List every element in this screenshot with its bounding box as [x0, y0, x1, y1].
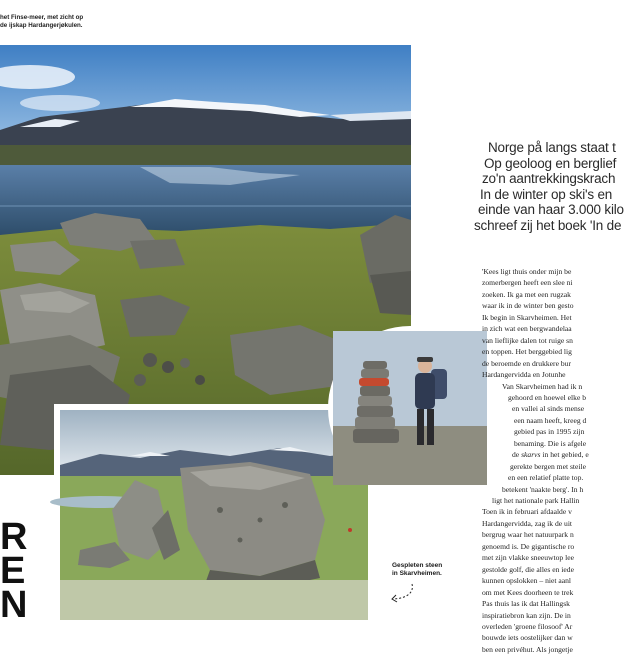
caption-line: Gespleten steen — [392, 562, 443, 569]
body-line: ligt het nationale park Hallin — [492, 496, 580, 505]
body-line: Hardangervidda en Jotunhe — [482, 370, 566, 380]
pull-quote-line: Norge på langs staat t — [488, 140, 616, 155]
body-line: zoeken. Ik ga met een rugzak — [482, 289, 571, 299]
split-rock-photo — [54, 404, 374, 626]
dashed-arrow-icon — [388, 582, 418, 604]
pull-quote-line: In de winter op ski's en — [480, 186, 613, 202]
body-line: bouwde iets oostelijker dan w — [482, 633, 573, 643]
body-line: een naam heeft, kreeg d — [514, 415, 587, 425]
pull-quote-line: einde van haar 3.000 kilo — [478, 202, 624, 217]
body-line: betekent 'naakte berg'. In h — [502, 484, 584, 494]
body-line: en toppen. Het berggebied lig — [482, 347, 572, 357]
body-line: Ik begin in Skarvheimen. Het — [482, 312, 572, 322]
body-line: inspiratiebron kan zijn. De in — [482, 610, 571, 620]
pull-quote-line: schreef zij het boek 'In de — [474, 217, 622, 233]
caption-line: het Finse-meer, met zicht op — [0, 14, 84, 21]
body-line: van lieflijke dalen tot ruige sn — [482, 335, 573, 345]
top-photo-caption — [0, 14, 100, 30]
body-line: Pas thuis las ik dat Hallingsk — [482, 599, 570, 609]
body-line: 'Kees ligt thuis onder mijn be — [482, 267, 572, 276]
caption-line: de ijskap Hardangerjøkulen. — [0, 22, 83, 29]
body-line: de beroemde en drukkere bur — [482, 358, 571, 368]
body-line: ben een privéhut. Als jongetje — [482, 644, 573, 654]
body-line: benaming. Die is afgele — [514, 438, 587, 448]
body-line: en een relatief platte top. — [508, 473, 584, 483]
caption-line: in Skarvheimen. — [392, 570, 442, 577]
heading-letter: R — [0, 516, 28, 558]
body-line: overleden 'groene filosoof' Ar — [482, 621, 573, 631]
body-line: kunnen opslokken – niet aanl — [482, 576, 571, 586]
inset-photo-caption — [392, 562, 452, 578]
body-line: bergrug waar het natuurpark n — [482, 530, 574, 540]
body-line: de skarvs in het gebied, e — [512, 450, 589, 460]
heading-letter: N — [0, 584, 28, 626]
body-line: gerekte bergen met steile — [510, 461, 586, 471]
body-line: Van Skarvheimen had ik n — [502, 381, 583, 391]
pull-quote-line: Op geoloog en berglief — [484, 155, 617, 171]
body-line: Toen ik in februari afdaalde v — [482, 507, 572, 517]
body-line: in zich wat een bergwandelaa — [482, 324, 572, 334]
body-line: waar ik in de winter ben gesto — [482, 301, 574, 311]
body-line: en vallei al sinds mense — [512, 404, 585, 414]
body-line: gebied pas in 1995 zijn — [514, 427, 585, 437]
body-line: om met Kees doorheen te trek — [482, 587, 574, 597]
body-line: met zijn vlakke sneeuwtop lee — [482, 553, 574, 563]
body-line: gehoord en hoewel elke b — [508, 392, 587, 402]
body-line: gestolde golf, die alles en iede — [482, 564, 574, 574]
hiker-cairn-photo — [328, 326, 492, 490]
pull-quote-line: zo'n aantrekkingskrach — [482, 171, 616, 186]
body-line: zomerbergen heeft een slee ni — [482, 278, 573, 288]
body-line: Hardangervidda, zag ik de uit — [482, 518, 573, 528]
heading-letter: E — [0, 550, 26, 592]
body-line: genoemd is. De gigantische ro — [482, 541, 575, 551]
